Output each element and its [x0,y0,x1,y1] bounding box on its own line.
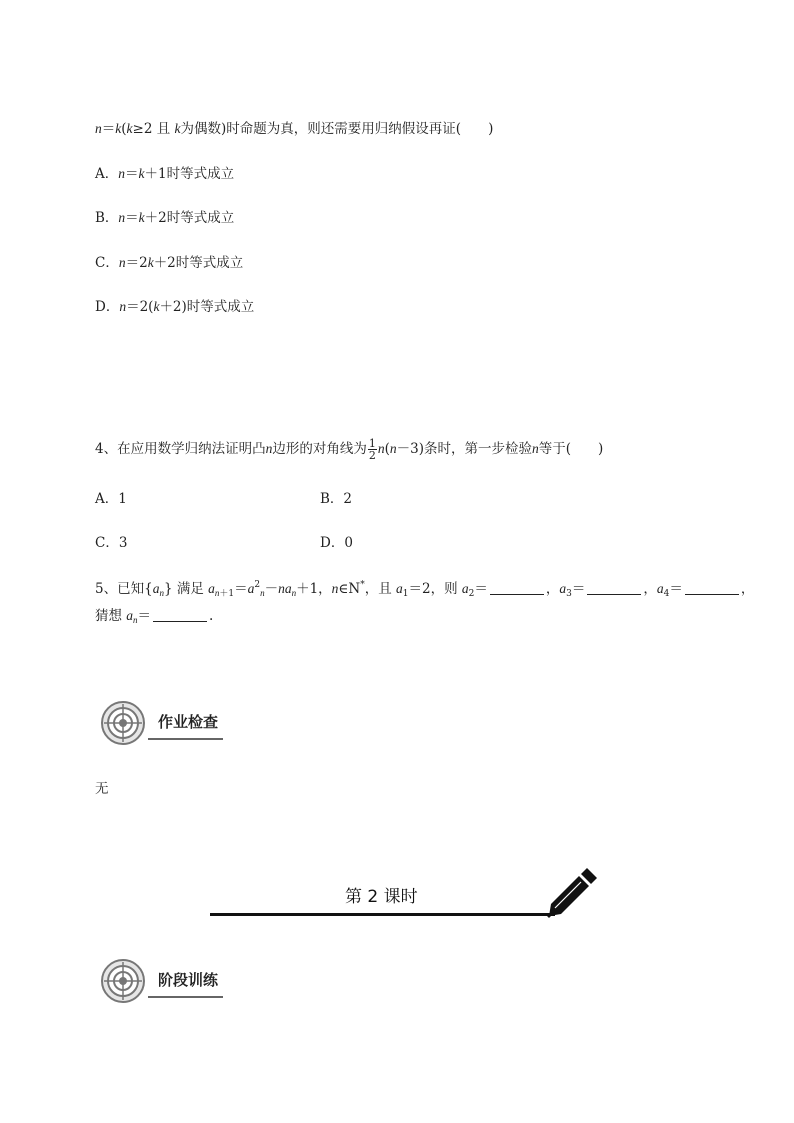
lesson-title: 第 2 课时 [345,887,418,907]
q4-option-d: D．0 [320,535,353,551]
pencil-icon [545,868,597,920]
q5-stem: 5、已知$\{a_n\}$ 满足 $a_{n+1}=a^2_n-na_n+1$，n∈N*，且 $a_1=2$，则 $a_2=$ ，$a_3=$ ，$a_4=$ ， [95,580,755,599]
answer-blank-a4[interactable] [685,581,739,595]
q4-option-a: A．1 [95,491,127,507]
fraction: $\frac{1}{2}$ [368,437,376,462]
stage-section-title: 阶段训练 [158,971,219,989]
answer-blank-a2[interactable] [490,581,544,595]
q3-option-a: A．n＝k＋1时等式成立 [95,166,235,182]
q3-option-c: C．n＝2k＋2时等式成立 [95,255,244,271]
lesson-underline [210,913,555,916]
q3-stem: n＝k(k≥2 且 k为偶数)时命题为真，则还需要用归纳假设再证( ) [95,121,494,137]
q4-stem: 4、在应用数学归纳法证明凸n边形的对角线为 $\frac{1}{2}$ n(n－3)条时，第一步检验n等于( ) [95,437,604,462]
q5-guess: 猜想 $a_n=$ . [95,608,214,625]
homework-section-title: 作业检查 [158,713,219,731]
q4-option-c: C．3 [95,535,128,551]
q3-option-b: B．n＝k＋2时等式成立 [95,210,235,226]
section-underline [148,738,223,740]
target-icon [100,958,150,1004]
homework-section-header [100,700,230,746]
answer-blank-a3[interactable] [587,581,641,595]
stage-section-header [100,958,230,1004]
q4-option-b: B．2 [320,491,353,507]
section-underline [148,996,223,998]
q3-option-d: D．n＝2(k＋2)时等式成立 [95,299,255,315]
target-icon [100,700,150,746]
answer-blank-an[interactable] [153,608,207,622]
homework-content: 无 [95,781,109,797]
